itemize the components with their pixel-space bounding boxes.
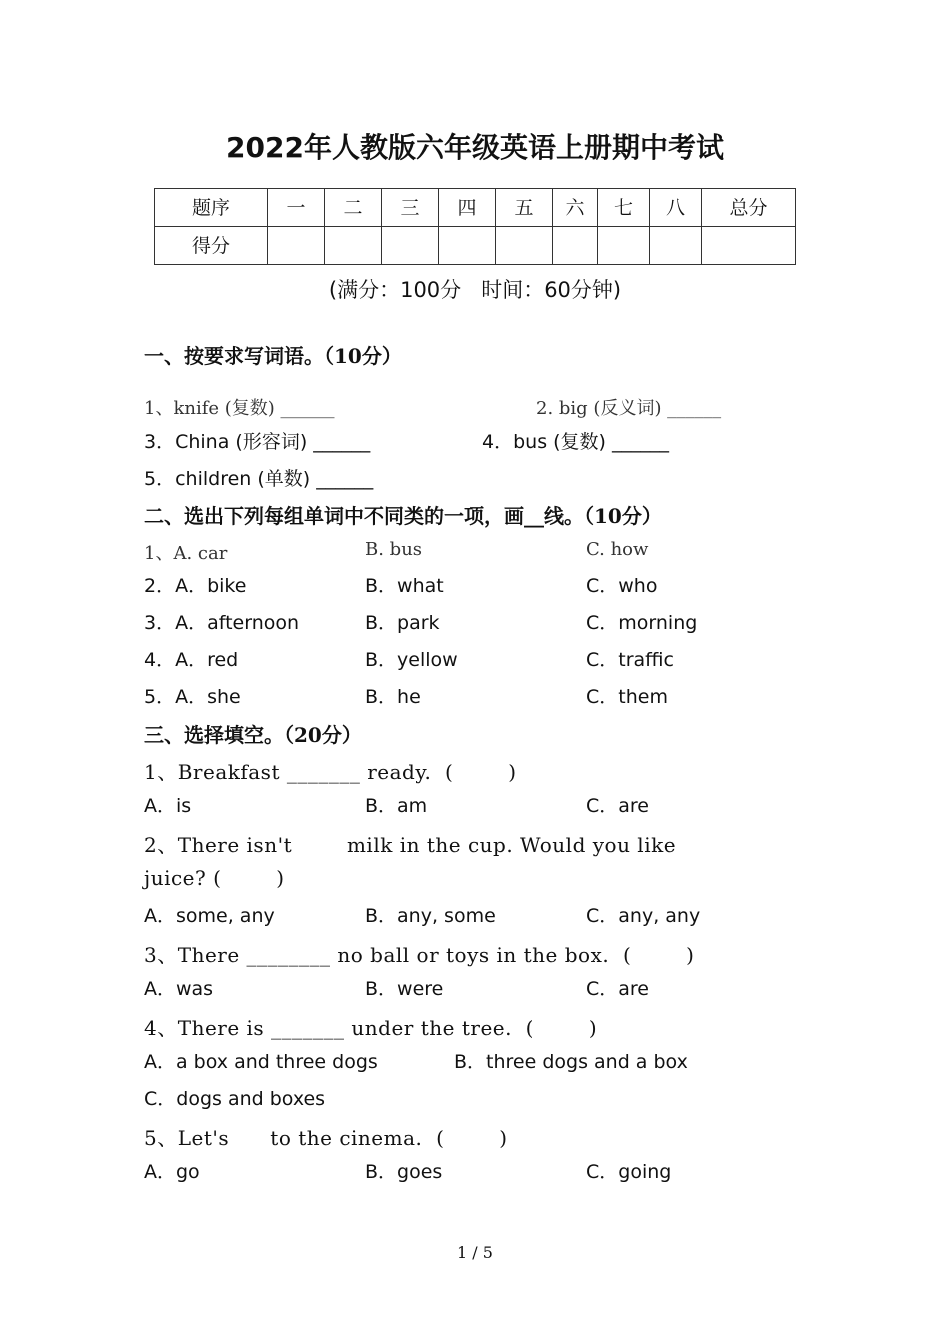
question-5: 5、Let's to the cinema. ( ) <box>144 1126 508 1150</box>
section-2-option: B．what <box>365 575 444 597</box>
section-2-option: B．yellow <box>365 649 458 671</box>
section-2-option: C．them <box>586 686 668 708</box>
question-3-option: A．was <box>144 978 214 1000</box>
score-header-cell: 三 <box>382 189 439 227</box>
question-2-option: A．some, any <box>144 905 275 927</box>
page-number: 1 / 5 <box>457 1243 493 1262</box>
question-1: 1、Breakfast _______ ready. ( ) <box>144 760 517 784</box>
section-1-item: 1、knife (复数) ______ <box>144 398 335 419</box>
question-4: 4、There is _______ under the tree. ( ) <box>144 1016 598 1040</box>
question-2-option: B．any, some <box>365 905 496 927</box>
score-cell[interactable] <box>268 227 325 265</box>
question-4-option: C．dogs and boxes <box>144 1088 326 1110</box>
section-2-option: C．morning <box>586 612 698 634</box>
section-2-option: 5．A．she <box>144 686 241 708</box>
section-2-option: C．traffic <box>586 649 674 671</box>
section-3-heading: 三、选择填空。（20分） <box>144 723 362 747</box>
section-2-option: C. how <box>586 539 649 560</box>
score-cell[interactable] <box>650 227 702 265</box>
section-2-heading: 二、选出下列每组单词中不同类的一项，画__线。（10分） <box>144 504 662 528</box>
score-header-cell: 题序 <box>155 189 268 227</box>
score-header-cell: 八 <box>650 189 702 227</box>
exam-info: (满分：100分 时间：60分钟) <box>328 278 622 302</box>
section-2-option: C．who <box>586 575 658 597</box>
section-1-item: 2. big (反义词) ______ <box>536 398 722 419</box>
score-cell[interactable] <box>382 227 439 265</box>
section-1-item: 3．China (形容词) ______ <box>144 431 371 453</box>
question-5-option: B．goes <box>365 1161 443 1183</box>
score-row-label: 得分 <box>155 227 268 265</box>
question-3-option: B．were <box>365 978 444 1000</box>
section-2-option: 2．A．bike <box>144 575 247 597</box>
section-2-option: 3．A．afternoon <box>144 612 300 634</box>
score-cell[interactable] <box>325 227 382 265</box>
score-cell[interactable] <box>598 227 650 265</box>
question-2-continued: juice? ( ) <box>144 866 285 890</box>
score-cell[interactable] <box>439 227 496 265</box>
section-2-option: 4．A．red <box>144 649 239 671</box>
question-5-option: A．go <box>144 1161 200 1183</box>
question-1-option: A．is <box>144 795 192 817</box>
score-header-cell: 二 <box>325 189 382 227</box>
question-2-option: C．any, any <box>586 905 701 927</box>
section-1-item: 4．bus (复数) ______ <box>482 431 669 453</box>
section-2-option: 1、A. car <box>144 543 228 564</box>
question-3: 3、There ________ no ball or toys in the box. ( ) <box>144 943 695 967</box>
question-1-option: B．am <box>365 795 428 817</box>
score-cell[interactable] <box>496 227 553 265</box>
score-table <box>154 188 796 265</box>
score-header-cell: 六 <box>553 189 598 227</box>
page-title: 2022年人教版六年级英语上册期中考试 <box>226 131 724 164</box>
section-2-option: B．he <box>365 686 421 708</box>
section-1-heading: 一、按要求写词语。（10分） <box>144 344 402 368</box>
question-5-option: C．going <box>586 1161 672 1183</box>
score-header-cell: 一 <box>268 189 325 227</box>
score-cell[interactable] <box>553 227 598 265</box>
question-4-option: A．a box and three dogs <box>144 1051 378 1073</box>
section-2-option: B. bus <box>365 539 423 560</box>
section-2-option: B．park <box>365 612 440 634</box>
question-3-option: C．are <box>586 978 649 1000</box>
question-2: 2、There isn't milk in the cup. Would you like <box>144 833 677 857</box>
score-header-cell: 总分 <box>702 189 796 227</box>
score-table-score-row <box>155 227 796 265</box>
score-header-cell: 五 <box>496 189 553 227</box>
score-table-header-row <box>155 189 796 227</box>
score-cell[interactable] <box>702 227 796 265</box>
question-4-option: B．three dogs and a box <box>454 1051 688 1073</box>
score-header-cell: 七 <box>598 189 650 227</box>
section-1-item: 5．children (单数) ______ <box>144 468 374 490</box>
question-1-option: C．are <box>586 795 649 817</box>
score-header-cell: 四 <box>439 189 496 227</box>
